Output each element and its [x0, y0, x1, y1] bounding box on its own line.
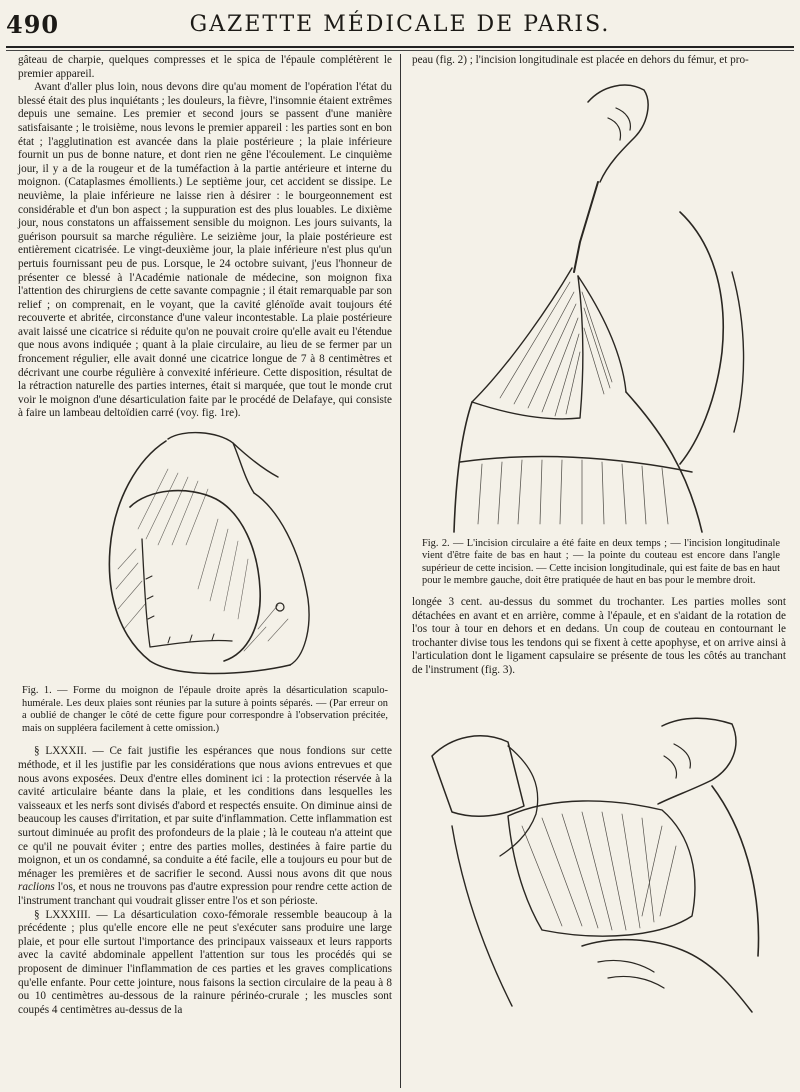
paragraph-continuation: gâteau de charpie, quelques compresses et le spica de l'épaule complétèrent le premier appareil.: [18, 54, 392, 80]
section-83-heading: § LXXXIII. —: [34, 908, 108, 921]
hip-incision-illustration: [412, 72, 786, 534]
page-header: [6, 8, 794, 48]
figure-3: [412, 686, 786, 1032]
journal-title: GAZETTE MÉDICALE DE PARIS.: [189, 12, 611, 37]
left-column: [18, 54, 392, 1017]
section-82-tail: l'os, et nous ne trouvons pas d'autre expression pour rendre cette action de l'instrument tranchant qui voudrait glisser entre l'os et son périoste.: [18, 881, 393, 907]
paragraph-postop-course: Avant d'aller plus loin, nous devons dire qu'au moment de l'opération l'état du blessé était des plus inquiétants ; les douleurs, la fièvre, l'insomnie étaient extrêmes depuis une semaine. Les premier et second jours se passent d'une manière satisfaisante ; le troisième, nous levons le premier appareil : les parties sont en bon état ; l'agglutination est avancée dans la plaie postérieure ; la plaie inférieure fournit un pus de bonne nature, et dont rien ne gêne l'écoulement. Le cinquième jour, il y a de la rougeur et de la tuméfaction à la partie antérieure et interne du moignon. (Cataplasmes émollients.) Le septième jour, cet accident se dissipe. Le neuvième, la plaie inférieure ne laisse rien à désirer : le bourgeonnement est considérable et d'un bon aspect ; la suppuration est des plus louables. Le dixième jour, nous constatons un affaissement sensible du moignon. Les jours suivants, la guérison poursuit sa marche régulière. Le seizième jour, la plaie postérieure est entièrement cicatrisée. Le vingt-deuxième jour, la plaie inférieure n'est plus qu'un pertuis fournissant peu de pus. Lorsque, le 24 octobre suivant, j'eus l'honneur de présenter ce blessé à l'Académie nationale de médecine, son moignon fixa l'attention des chirurgiens de cette savante compagnie ; il était remarquable par son relief ; on comprenait, en le voyant, que la cavité glénoïde avait toujours été recouverte et abritée, circonstance d'une valeur incontestable. La plaie postérieure avait laissé une cicatrice si réduite qu'on ne pouvait croire qu'elle avait eu l'étendue que nous avons indiquée ; quant à la plaie circulaire, au lieu de se fermer par un froncement régulier, elle avait donné une cicatrice longue de 7 à 8 centimètres et décrivant une courbe régulière à convexité inférieure. Cette disposition, résultat de la rétraction naturelle des parties internes, était si marquée, que tout le monde crut voir le moignon d'une désarticulation faite par le procédé de Delafaye, qui consiste à faire un lambeau deltoïdien carré (voy. fig. 1re).: [18, 81, 392, 420]
section-82-body: Ce fait justifie les espérances que nous fondions sur cette méthode, et il les justifie par les considérations que nous avions entrevues et que nous avons exposées. Deux d'entre elles dominent ici : la protection réservée à la cavité articulaire béante dans la plaie, et les conditions dans lesquelles les vaisseaux et les nerfs sont divisés d'abord et respectés ensuite. On diminue ainsi de beaucoup les causes d'irritation, et par suite d'inflammation. Cette inflammation est surtout diminuée au profit des profondeurs de la plaie ; là le couteau n'a atteint que ce qu'il ne pouvait éviter ; entre des parties molles, destinées à faire partie du moignon, et un os condamné, sa conduite a été facile, elle a toujours eu pour but de ménager les premières et de sacrifier le second. Aussi nous avons dit que nous: [18, 745, 392, 880]
figure-1-caption-text: Forme du moignon de l'épaule droite après la désarticulation scapulo-humérale. Les deux plaies sont réunies par la suture à points séparés. — (Par erreur on a oublié de changer le côté de cette figure pour correspondre à l'observation précitée, mais on suppléera facilement à cette omission.): [22, 685, 388, 734]
paragraph-section-83: [18, 909, 392, 1018]
figure-2: [412, 72, 786, 534]
right-column: [412, 54, 786, 1032]
header-rule-thin: [6, 50, 794, 51]
paragraph-hip-disarticulation: longée 3 cent. au-dessus du sommet du trochanter. Les parties molles sont détachées en avant et en arrière, comme à l'épaule, et en s'aidant de la rotation de l'os tour à tour en dehors et en dedans. Un coup de couteau en contournant le trochanter divise tous les tendons qui se fixent à cette apophyse, et on arrive ainsi à l'articulation dont le ligament capsulaire se présente de tous les côtés au tranchant de l'instrument (fig. 3).: [412, 595, 786, 676]
page-number: 490: [6, 10, 60, 39]
figure-2-caption-lead: Fig. 2. —: [422, 537, 464, 549]
figure-1-caption: [18, 685, 392, 735]
section-82-emphasis: raclions: [18, 881, 55, 894]
section-83-body: La désarticulation coxo-fémorale ressemble beaucoup à la précédente ; plus qu'elle encore elle ne peut s'exécuter sans produire une large plaie, et pour elle surtout l'importance des principaux vaisseaux et leurs rapports avec la cavité abdominale appellent l'attention sur tous les procédés qui se proposent de diminuer l'inflammation de ces parties et les graves complications qu'elle enfante. Pour cette jointure, nous faisons la section circulaire de la peau à 8 ou 10 centimètres au-dessous de la rainure périnéo-crurale ; les muscles sont coupés 4 centimètres au-dessus de la: [18, 908, 393, 1016]
hip-capsule-illustration: [412, 686, 786, 1032]
figure-1-caption-lead: Fig. 1. —: [22, 685, 68, 697]
paragraph-right-continuation: peau (fig. 2) ; l'incision longitudinale est placée en dehors du fémur, et pro-: [412, 54, 749, 66]
shoulder-stump-illustration: [18, 429, 392, 681]
column-divider: [400, 54, 401, 1088]
section-82-heading: § LXXXII. —: [34, 745, 104, 758]
figure-2-caption-text: L'incision circulaire a été faite en deux temps ; — l'incision longitudinale vient d'être faite de bas en haut ; — la pointe du couteau est encore dans l'angle supérieur de cette incision. — Cette incision longitudinale, qui est faite de bas en haut pour le membre gauche, doit être pratiquée de haut en bas pour le membre droit.: [422, 537, 780, 587]
header-rule: [6, 46, 794, 48]
paragraph-section-82: [18, 745, 392, 908]
figure-1: [18, 429, 392, 681]
figure-2-caption: [412, 538, 786, 588]
